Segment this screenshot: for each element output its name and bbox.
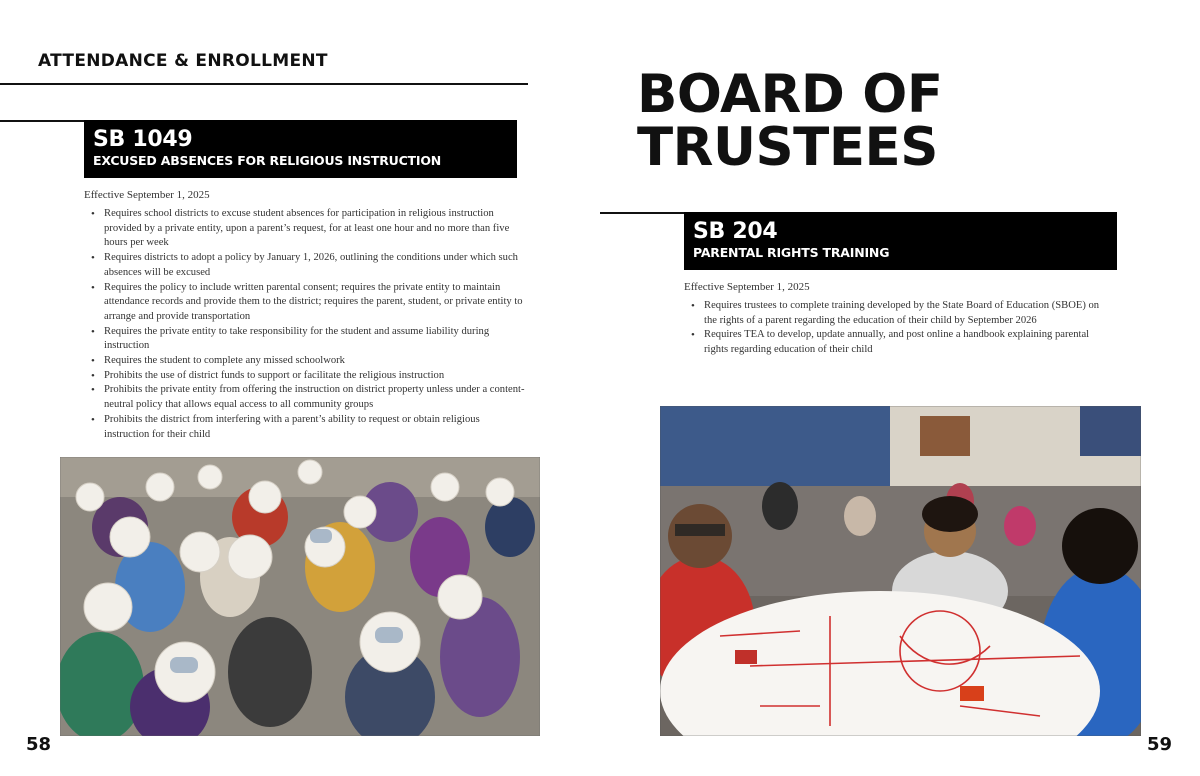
list-item: • Requires the student to complete any missed schoolwork [86,354,526,369]
bill-bullet-list [86,207,526,442]
title-line-2: TRUSTEES [637,117,938,178]
list-item: • Requires the private entity to take responsibility for the student and assume liability during instruction [86,325,526,354]
effective-date: Effective September 1, 2025 [84,189,210,201]
section-title: ATTENDANCE & ENROLLMENT [38,51,328,71]
bill-header-sb204 [684,212,1117,270]
divider-rule [0,83,528,85]
bill-bullet-list [686,299,1106,358]
photo-students-classroom [660,406,1141,736]
list-item: • Requires the policy to include written parental consent; requires the private entity to maintain attendance records and provide them to the district; requires the parent, student, or private entity to arrange and provide transportation [86,281,526,325]
list-item: • Requires trustees to complete training developed by the State Board of Education (SBOE) on the rights of a parent regarding the education of their child by September 2026 [686,299,1106,328]
list-item: • Requires TEA to develop, update annually, and post online a handbook explaining parental rights regarding education of their child [686,328,1106,357]
divider-rule [0,120,84,122]
page-number: 58 [26,734,52,755]
bill-number: SB 204 [693,219,778,244]
list-item: • Prohibits the district from interfering with a parent’s ability to request or obtain religious instruction for their child [86,413,526,442]
bill-name: PARENTAL RIGHTS TRAINING [693,245,890,260]
title-line-1: BOARD OF [637,64,943,125]
list-item: • Prohibits the private entity from offering the instruction on district property unless under a content-neutral policy that allows equal access to all community groups [86,383,526,412]
photo-students-eclipse [60,457,540,736]
divider-rule [600,212,684,214]
list-item: • Requires school districts to excuse student absences for participation in religious instruction provided by a private entity, upon a parent’s request, for at least one hour and no more than five hours per week [86,207,526,251]
bill-number: SB 1049 [93,127,193,152]
page-title [637,64,943,178]
list-item: • Prohibits the use of district funds to support or facilitate the religious instruction [86,369,526,384]
bill-name: EXCUSED ABSENCES FOR RELIGIOUS INSTRUCTION [93,153,442,168]
effective-date: Effective September 1, 2025 [684,281,810,293]
bill-header-sb1049 [84,120,517,178]
list-item: • Requires districts to adopt a policy by January 1, 2026, outlining the conditions under which such absences will be excused [86,251,526,280]
page-number: 59 [1147,734,1173,755]
